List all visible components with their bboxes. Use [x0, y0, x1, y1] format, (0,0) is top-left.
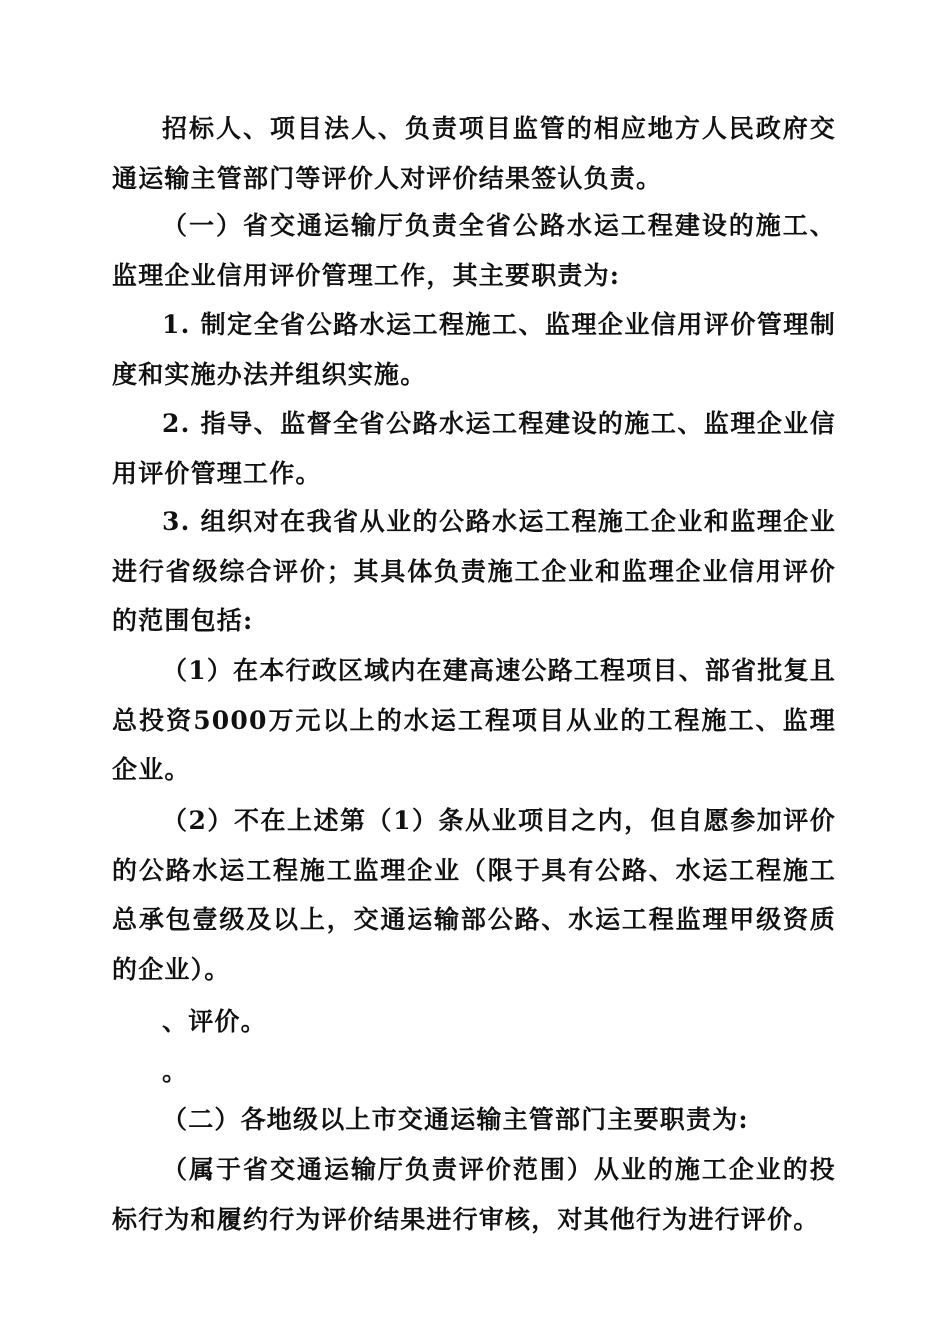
paragraph-subitem-2: （2）不在上述第（1）条从业项目之内，但自愿参加评价的公路水运工程施工监理企业（限于具有公路、水运工程施工总承包壹级及以上，交通运输部公路、水运工程监理甲级资质的企业）。	[112, 806, 836, 984]
paragraph-evaluator-responsibility: 招标人、项目法人、负责项目监管的相应地方人民政府交通运输主管部门等评价人对评价结果签认负责。	[112, 114, 836, 193]
paragraph-item-3: 3. 组织对在我省从业的公路水运工程施工企业和监理企业进行省级综合评价；其具体负责施工企业和监理企业信用评价的范围包括:	[112, 507, 836, 635]
paragraph-item-2: 2. 指导、监督全省公路水运工程建设的施工、监理企业信用评价管理工作。	[112, 409, 836, 488]
paragraph-section-two-heading: （二）各地级以上市交通运输主管部门主要职责为:	[162, 1105, 749, 1134]
paragraph-subitem-1: （1）在本行政区域内在建高速公路工程项目、部省批复且总投资5000万元以上的水运工程项目从业的工程施工、监理企业。	[112, 656, 836, 784]
paragraph-fragment-period: 。	[162, 1057, 189, 1086]
paragraph-review-duties: （属于省交通运输厅负责评价范围）从业的施工企业的投标行为和履约行为评价结果进行审核，对其他行为进行评价。	[112, 1155, 836, 1234]
paragraph-section-one-heading: （一）省交通运输厅负责全省公路水运工程建设的施工、监理企业信用评价管理工作，其主要职责为:	[112, 211, 836, 290]
paragraph-fragment-evaluation: 、评价。	[162, 1007, 267, 1036]
paragraph-item-1: 1. 制定全省公路水运工程施工、监理企业信用评价管理制度和实施办法并组织实施。	[112, 310, 836, 389]
